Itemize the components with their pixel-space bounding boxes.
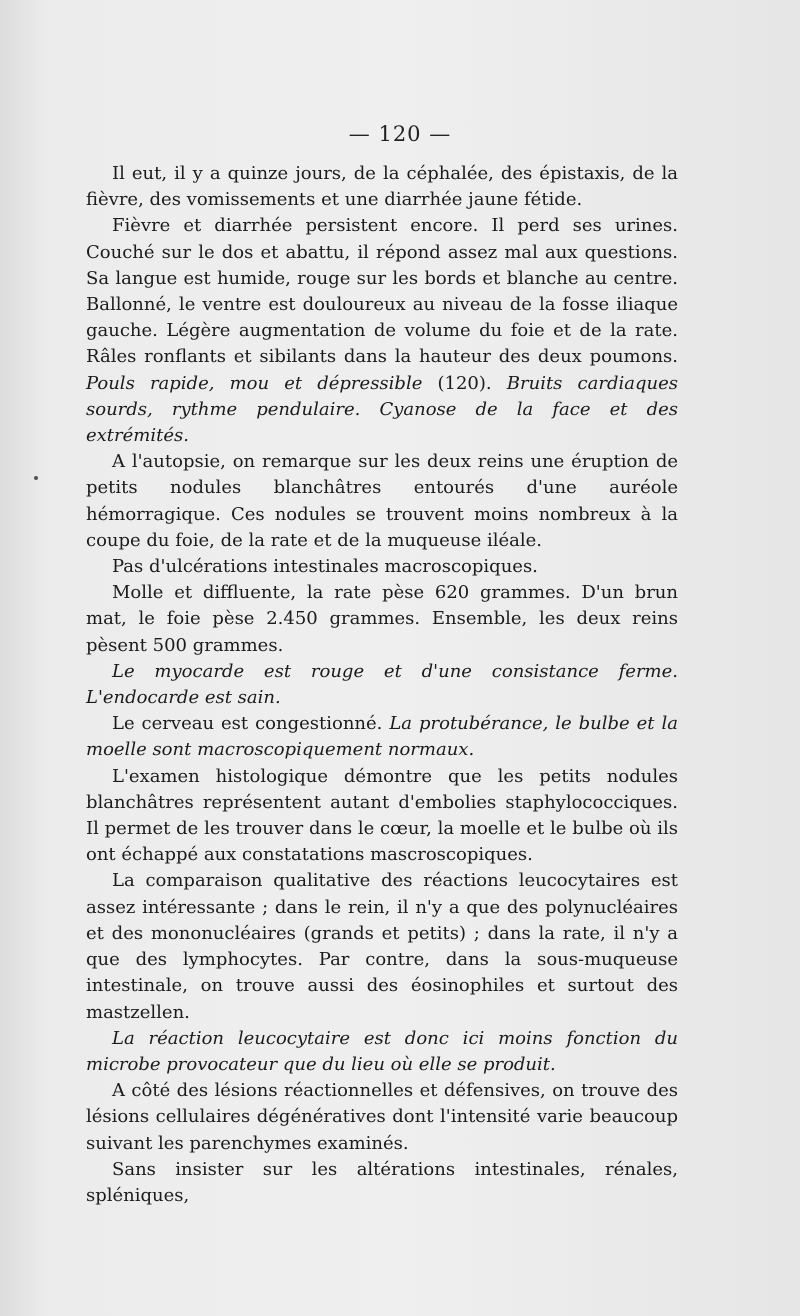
paragraph [86, 659, 678, 711]
paragraph [86, 711, 678, 763]
paragraph [86, 449, 678, 554]
text-run: La comparaison qualitative des réactions leucocytaires est assez intéressante ; dans le rein, il n'y a que des polynucléaires et des mononucléaires (grands et petits) ; dans la rate, il n'y a que des lymphocytes. Par contre, dans la sous-muqueuse intestinale, on trouve aussi des éosinophiles et surtout des mastzellen. [86, 870, 678, 1023]
paragraph [86, 1026, 678, 1078]
paragraph [86, 1078, 678, 1157]
paragraph [86, 161, 678, 213]
italic-text: Bruits cardiaques sourds, rythme pendulaire. Cyanose de la face et des extrémités. [86, 372, 678, 447]
paragraph [86, 764, 678, 869]
text-run: A côté des lésions réactionnelles et défensives, on trouve des lésions cellulaires dégénératives dont l'intensité varie beaucoup suivant les parenchymes examinés. [86, 1080, 678, 1154]
margin-mark [34, 476, 38, 480]
text-run: Fièvre et diarrhée persistent encore. Il perd ses urines. Couché sur le dos et abattu, il répond assez mal aux questions. Sa langue est humide, rouge sur les bords et blanche au centre. Ballonné, le ventre est douloureux au niveau de la fosse iliaque gauche. Légère augmentation de volume du foie et de la rate. Râles ronflants et sibilants dans la hauteur des deux poumons. [86, 215, 678, 368]
paragraph [86, 554, 678, 580]
text-run: Le cerveau est congestionné. [112, 713, 390, 735]
paragraph [86, 213, 678, 449]
paragraph [86, 1157, 678, 1209]
text-run: (120). [422, 372, 507, 394]
text-run: A l'autopsie, on remarque sur les deux reins une éruption de petits nodules blanchâtres entourés d'une auréole hémorragique. Ces nodules se trouvent moins nombreux à la coupe du foie, de la rate et de la muqueuse iléale. [86, 451, 678, 551]
body-text [86, 161, 678, 1209]
italic-text: La protubérance, le bulbe et la moelle sont macroscopiquement normaux. [86, 713, 678, 761]
text-run: Pas d'ulcérations intestinales macroscopiques. [112, 556, 538, 578]
italic-text: Pouls rapide, mou et dépressible [86, 372, 423, 394]
text-run: L'examen histologique démontre que les petits nodules blanchâtres représentent autant d'embolies staphylococciques. Il permet de les trouver dans le cœur, la moelle et le bulbe où ils ont échappé aux constatations mascroscopiques. [86, 765, 678, 866]
text-run: Il eut, il y a quinze jours, de la céphalée, des épistaxis, de la fièvre, des vomissements et une diarrhée jaune fétide. [86, 163, 678, 211]
text-run: Molle et diffluente, la rate pèse 620 grammes. D'un brun mat, le foie pèse 2.450 grammes. Ensemble, les deux reins pèsent 500 grammes. [86, 582, 678, 656]
text-run: Sans insister sur les altérations intestinales, rénales, spléniques, [86, 1158, 678, 1206]
page-number: — 120 — [348, 122, 452, 146]
italic-text: La réaction leucocytaire est donc ici moins fonction du microbe provocateur que du lieu où elle se produit. [86, 1027, 678, 1075]
paragraph [86, 868, 678, 1025]
italic-text: Le myocarde est rouge et d'une consistance ferme. L'endocarde est sain. [86, 660, 678, 709]
paragraph [86, 580, 678, 659]
